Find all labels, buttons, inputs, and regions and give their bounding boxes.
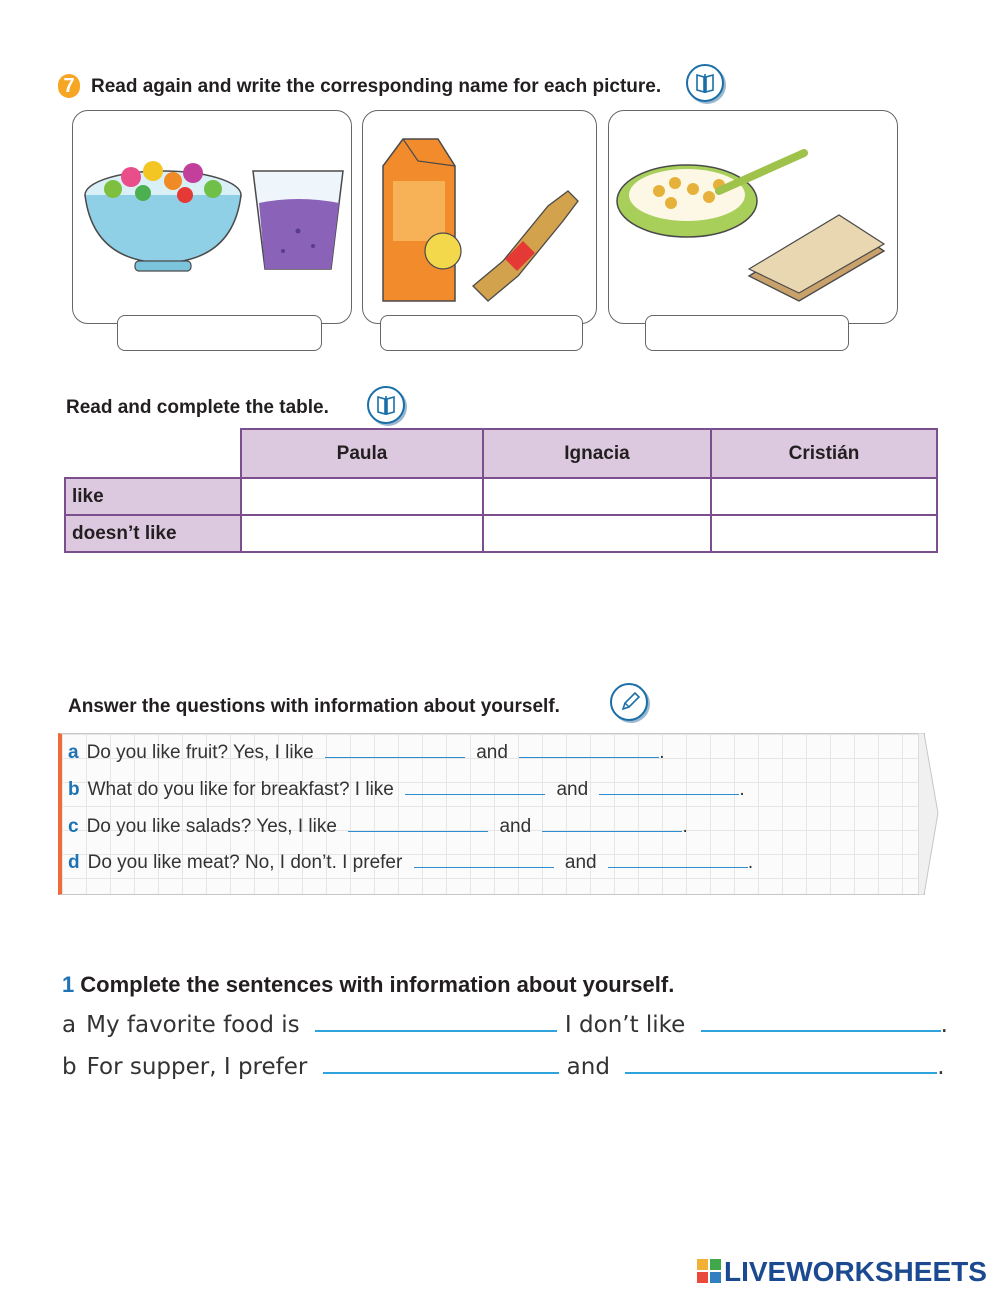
salad-and-juice-illustration bbox=[73, 111, 351, 323]
juice-box-and-candy-illustration bbox=[363, 111, 596, 323]
question-text: Do you like salads? Yes, I like bbox=[86, 816, 337, 837]
question-letter: d bbox=[68, 852, 80, 873]
answer-blank[interactable] bbox=[599, 782, 739, 795]
table-corner bbox=[65, 429, 241, 478]
table-row-label-like: like bbox=[65, 478, 241, 515]
sentence-end: . bbox=[940, 1012, 948, 1038]
liveworksheets-logo-icon bbox=[697, 1259, 721, 1283]
question-letter: b bbox=[68, 779, 80, 800]
complete-instruction: Complete the sentences with information about yourself. bbox=[80, 972, 675, 997]
answer-blank[interactable] bbox=[519, 745, 659, 758]
table-header-ignacia: Ignacia bbox=[483, 429, 711, 478]
question-text: Do you like meat? No, I don’t. I prefer bbox=[87, 852, 403, 873]
connector-and: and bbox=[556, 779, 589, 800]
reading-book-icon bbox=[686, 64, 724, 102]
sentence-blank[interactable] bbox=[323, 1058, 559, 1074]
sentence-end: . bbox=[937, 1054, 945, 1080]
complete-heading bbox=[62, 972, 674, 998]
picture-card-cereal-sandwich bbox=[608, 110, 898, 324]
answer-blank[interactable] bbox=[608, 855, 748, 868]
answer-box-picture-1[interactable] bbox=[117, 315, 322, 351]
sentence-end: . bbox=[739, 779, 745, 800]
sentence-end: . bbox=[682, 816, 688, 837]
question-text: Do you like fruit? Yes, I like bbox=[86, 742, 314, 763]
table-cell-cristian-like[interactable] bbox=[711, 478, 937, 515]
table-instruction: Read and complete the table. bbox=[66, 397, 329, 418]
table-header-cristian: Cristián bbox=[711, 429, 937, 478]
sentence-mid: and bbox=[566, 1054, 610, 1080]
table-cell-ignacia-like[interactable] bbox=[483, 478, 711, 515]
table-cell-ignacia-doesnt-like[interactable] bbox=[483, 515, 711, 552]
answer-blank[interactable] bbox=[542, 819, 682, 832]
exercise-number-badge: 7 bbox=[58, 74, 80, 98]
reading-book-icon bbox=[367, 386, 405, 424]
answer-blank[interactable] bbox=[325, 745, 465, 758]
question-text: What do you like for breakfast? I like bbox=[87, 779, 394, 800]
picture-card-juicebox-candy bbox=[362, 110, 597, 324]
sentence-b bbox=[62, 1054, 945, 1080]
question-d bbox=[68, 852, 753, 874]
sentence-end: . bbox=[659, 742, 665, 763]
connector-and: and bbox=[499, 816, 532, 837]
question-letter: c bbox=[68, 816, 79, 837]
table-cell-cristian-doesnt-like[interactable] bbox=[711, 515, 937, 552]
answer-blank[interactable] bbox=[348, 819, 488, 832]
answer-box-picture-3[interactable] bbox=[645, 315, 849, 351]
question-a bbox=[68, 742, 664, 764]
connector-and: and bbox=[564, 852, 597, 873]
sentence-blank[interactable] bbox=[315, 1016, 557, 1032]
sentence-end: . bbox=[747, 852, 754, 873]
table-cell-paula-like[interactable] bbox=[241, 478, 483, 515]
exercise-7-instruction: Read again and write the corresponding name for each picture. bbox=[91, 76, 662, 97]
sentence-blank[interactable] bbox=[701, 1016, 941, 1032]
question-c bbox=[68, 816, 688, 838]
table-header-paula: Paula bbox=[241, 429, 483, 478]
question-letter: a bbox=[68, 742, 79, 763]
answer-blank[interactable] bbox=[405, 782, 545, 795]
sentence-letter: b bbox=[62, 1054, 77, 1080]
complete-number: 1 bbox=[62, 972, 75, 997]
table-cell-paula-doesnt-like[interactable] bbox=[241, 515, 483, 552]
likes-table bbox=[64, 428, 938, 553]
cereal-and-sandwich-illustration bbox=[609, 111, 897, 323]
answer-instruction: Answer the questions with information about yourself. bbox=[68, 696, 560, 717]
table-row-label-doesnt-like: doesn’t like bbox=[65, 515, 241, 552]
liveworksheets-logo-text: LIVEWORKSHEETS bbox=[724, 1256, 987, 1287]
pencil-icon bbox=[610, 683, 648, 721]
question-b bbox=[68, 779, 745, 801]
sentence-blank[interactable] bbox=[625, 1058, 937, 1074]
picture-card-salad-juice bbox=[72, 110, 352, 324]
answer-box-picture-2[interactable] bbox=[380, 315, 583, 351]
sentence-text: My favorite food is bbox=[86, 1012, 300, 1038]
sentence-letter: a bbox=[62, 1012, 77, 1038]
sentence-a bbox=[62, 1012, 948, 1038]
answer-blank[interactable] bbox=[414, 855, 554, 868]
sentence-mid: I don’t like bbox=[564, 1012, 686, 1038]
connector-and: and bbox=[476, 742, 508, 763]
grid-panel-arrow-edge bbox=[918, 733, 940, 895]
sentence-text: For supper, I prefer bbox=[86, 1054, 308, 1080]
